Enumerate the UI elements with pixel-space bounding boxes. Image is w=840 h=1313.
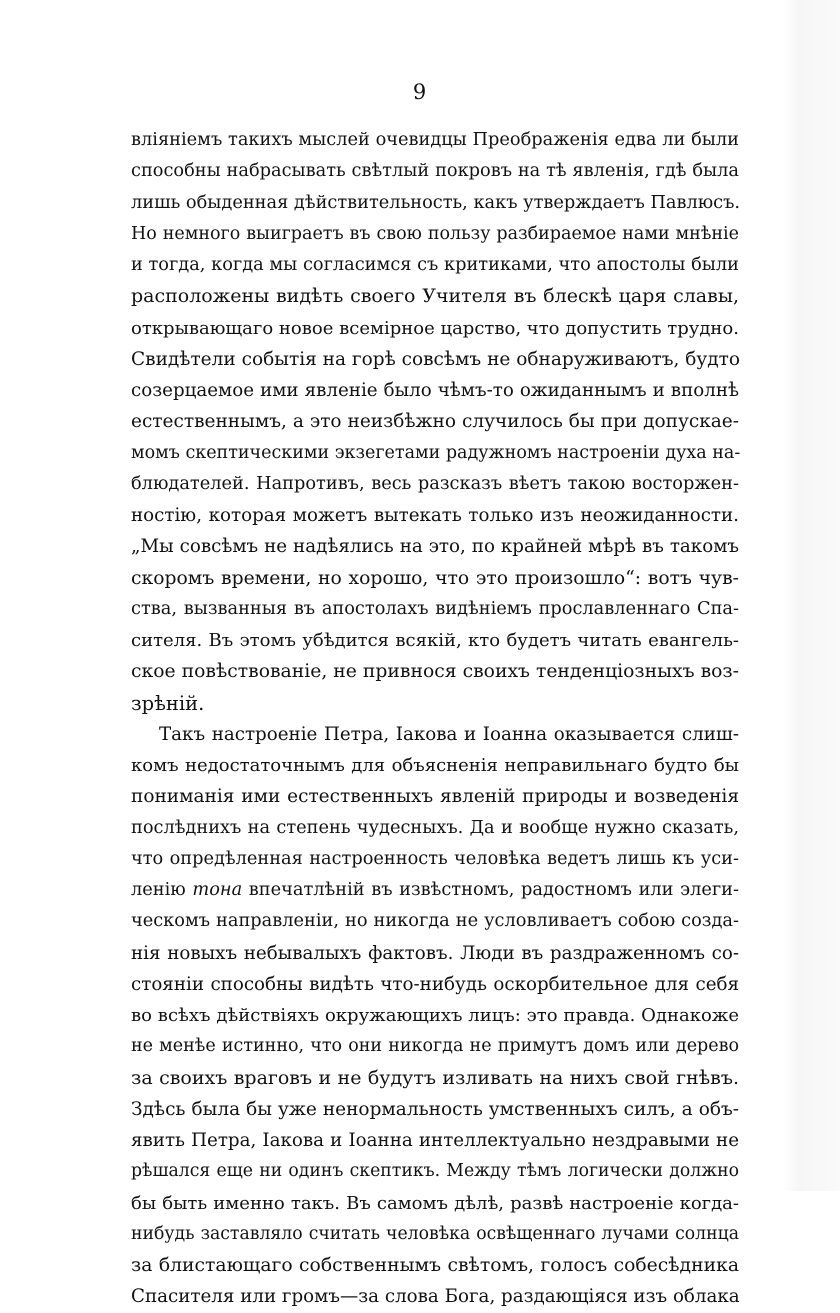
text-line: и тогда, когда мы согласимся съ критиками, что апостолы были [131, 255, 739, 275]
text-line: пониманія ими естественныхъ явленій природы и возведенія [131, 786, 739, 808]
text-line: нибудь заставляло считать человѣка освѣщеннаго лучами солнца [131, 1223, 739, 1244]
text-line: вліяніемъ такихъ мыслей очевидцы Преображенія едва ли были [131, 130, 739, 150]
text-line: скоромъ времени, но хорошо, что это произошло“: вотъ чув- [131, 567, 739, 589]
text-line: не менѣе истинно, что они никогда не примутъ домъ или дерево [131, 1036, 739, 1057]
text-line: ское повѣствованіе, не привнося своихъ тенденціозныхъ воз- [131, 661, 739, 683]
text-line: Но немного выиграетъ въ свою пользу разбираемое нами мнѣніе [131, 223, 739, 244]
text-segment: ленію [131, 880, 193, 900]
text-line: естественнымъ, а это неизбѣжно случилось бы при допускае- [131, 411, 739, 433]
text-line: за своихъ враговъ и не будутъ изливать на нихъ свой гнѣвъ. [131, 1066, 739, 1089]
text-line: момъ скептическими экзегетами радужномъ настроеніи духа на- [131, 442, 741, 463]
text-line: послѣднихъ на степень чудесныхъ. Да и вообще нужно сказать, [131, 817, 739, 838]
text-line: Спасителя или громъ—за слова Бога, раздающіяся изъ облака [131, 1286, 740, 1308]
text-line: лишь обыденная дѣйствительность, какъ утверждаетъ Павлюсъ. [131, 192, 741, 213]
text-line: за блистающаго собственнымъ свѣтомъ, голосъ собесѣдника [131, 1255, 739, 1276]
body-text [131, 125, 739, 1313]
text-line: зрѣній. [131, 691, 205, 715]
text-line: сителя. Въ этомъ убѣдится всякій, кто будетъ читать евангель- [131, 630, 739, 651]
text-line: „Мы совсѣмъ не надѣялись на это, по крайней мѣрѣ въ такомъ [131, 536, 739, 558]
text-line: рѣшался еще ни одинъ скептикъ. Между тѣмъ логически должно [131, 1161, 739, 1182]
emphasized-word: тона [192, 880, 243, 900]
text-line [131, 875, 739, 906]
text-line: что опредѣленная настроенность человѣка ведетъ лишь къ уси- [131, 848, 739, 869]
text-line: Такъ настроеніе Петра, Іакова и Іоанна оказывается слиш- [159, 723, 739, 745]
text-line: блюдателей. Напротивъ, весь разсказъ вѣетъ такою восторжен- [131, 473, 739, 494]
text-line: бы быть именно такъ. Въ самомъ дѣлѣ, развѣ настроеніе когда- [131, 1192, 739, 1214]
text-line: созерцаемое ими явленіе было чѣмъ-то ожиданнымъ и вполнѣ [131, 380, 739, 401]
text-line: Свидѣтели событія на горѣ совсѣмъ не обнаруживаютъ, будто [131, 348, 741, 370]
text-line: открывающаго новое всемірное царство, что допустить трудно. [131, 317, 739, 339]
text-segment: впечатлѣній въ извѣстномъ, радостномъ или элеги- [242, 880, 739, 900]
text-line: нія новыхъ небывалыхъ фактовъ. Люди въ раздраженномъ со- [131, 942, 739, 964]
text-line: Здѣсь была бы уже ненормальность умственныхъ силъ, а объ- [131, 1098, 739, 1120]
text-line: ностію, которая можетъ вытекать только изъ неожиданности. [131, 505, 739, 526]
text-line: расположены видѣть своего Учителя въ блескѣ царя славы, [131, 285, 739, 308]
text-line: ческомъ направленіи, но никогда не условливаетъ собою созда- [131, 911, 739, 932]
text-line: способны набрасывать свѣтлый покровъ на тѣ явленія, гдѣ была [131, 161, 739, 182]
text-line: ства, вызванныя въ апостолахъ видѣніемъ прославленнаго Спа- [131, 598, 739, 619]
text-line: комъ недостаточнымъ для объясненія неправильнаго будто бы [131, 755, 739, 776]
page-number: 9 [412, 80, 428, 104]
paragraph-1 [131, 125, 739, 719]
text-line: стояніи способны видѣть что-нибудь оскорбительное для себя [131, 973, 739, 995]
text-line: во всѣхъ дѣйствіяхъ окружающихъ лицъ: это правда. Однакоже [131, 1005, 739, 1026]
paragraph-2 [131, 719, 739, 1313]
text-line: явить Петра, Іакова и Іоанна интеллектуально нездравыми не [131, 1130, 739, 1151]
